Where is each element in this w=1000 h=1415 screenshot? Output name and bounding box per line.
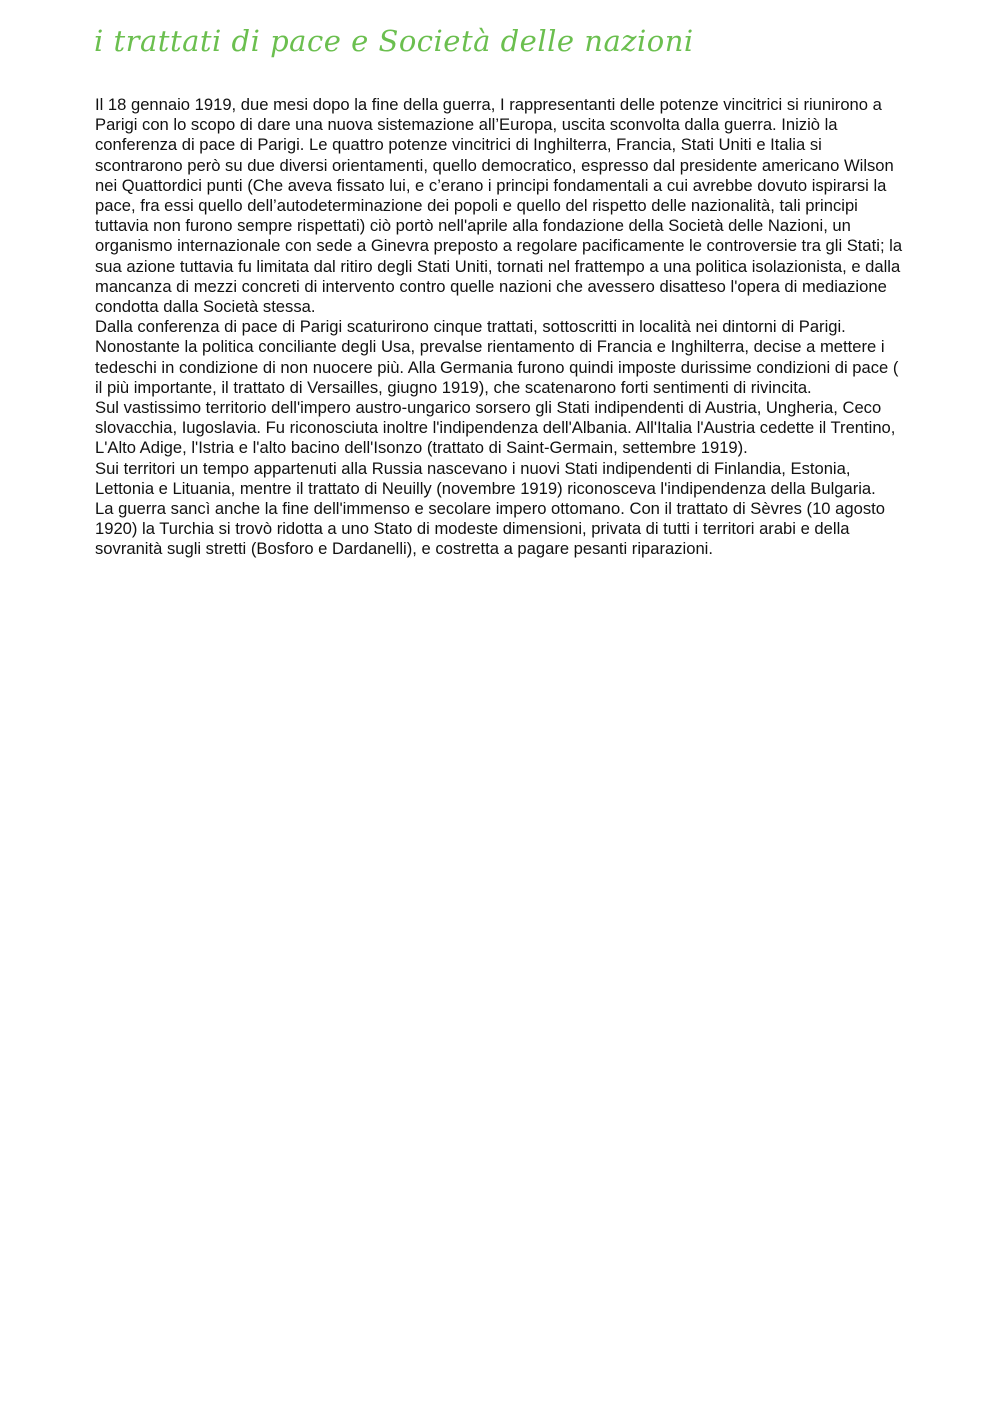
- document-body: [95, 95, 905, 560]
- paragraph-paris-conference: Il 18 gennaio 1919, due mesi dopo la fine della guerra, I rappresentanti delle potenze vincitrici si riunirono a Parigi con lo scopo di dare una nuova sistemazione all’Europa, uscita sconvolta dalla guerra. Iniziò la conferenza di pace di Parigi. Le quattro potenze vincitrici di Inghilterra, Francia, Stati Uniti e Italia si scontrarono però su due diversi orientamenti, quello democratico, espresso dal presidente americano Wilson nei Quattordici punti (Che aveva fissato lui, e c’erano i principi fondamentali a cui avrebbe dovuto ispirarsi la pace, fra essi quello dell’autodeterminazione dei popoli e quello del rispetto delle nazionalità, tali principi tuttavia non furono sempre rispettati) ciò portò nell'aprile alla fondazione della Società delle Nazioni, un organismo internazionale con sede a Ginevra preposto a regolare pacificamente le controversie tra gli Stati; la sua azione tuttavia fu limitata dal ritiro degli Stati Uniti, tornati nel frattempo a una politica isolazionista, e dalla mancanza di mezzi concreti di intervento contro quelle nazioni che avessero disatteso l'opera di mediazione condotta dalla Società stessa.: [95, 95, 903, 317]
- paragraph-austro-hungarian-empire: Sul vastissimo territorio dell'impero austro-ungarico sorsero gli Stati indipendenti di Austria, Ungheria, Ceco slovacchia, Iugoslavia. Fu riconosciuta inoltre l'indipendenza dell'Albania. All'Italia l'Austria cedette il Trentino, L'Alto Adige, l'Istria e l'alto bacino dell'Isonzo (trattato di Saint-Germain, settembre 1919).: [95, 398, 896, 458]
- paragraph-ottoman-empire: La guerra sancì anche la fine dell'immenso e secolare impero ottomano. Con il trattato di Sèvres (10 agosto 1920) la Turchia si trovò ridotta a uno Stato di modeste dimensioni, privata di tutti i territori arabi e della sovranità sugli stretti (Bosforo e Dardanelli), e costretta a pagare pesanti riparazioni.: [95, 499, 885, 559]
- document-title: i trattati di pace e Società delle nazioni: [94, 24, 694, 58]
- paragraph-five-treaties: Dalla conferenza di pace di Parigi scaturirono cinque trattati, sottoscritti in località nei dintorni di Parigi. Nonostante la politica conciliante degli Usa, prevalse rientamento di Francia e Inghilterra, decise a mettere i tedeschi in condizione di non nuocere più. Alla Germania furono quindi imposte durissime condizioni di pace ( il più importante, il trattato di Versailles, giugno 1919), che scatenarono forti sentimenti di rivincita.: [95, 317, 899, 397]
- paragraph-russian-territories: Sui territori un tempo appartenuti alla Russia nascevano i nuovi Stati indipendenti di Finlandia, Estonia, Lettonia e Lituania, mentre il trattato di Neuilly (novembre 1919) riconosceva l'indipendenza della Bulgaria.: [95, 458, 876, 498]
